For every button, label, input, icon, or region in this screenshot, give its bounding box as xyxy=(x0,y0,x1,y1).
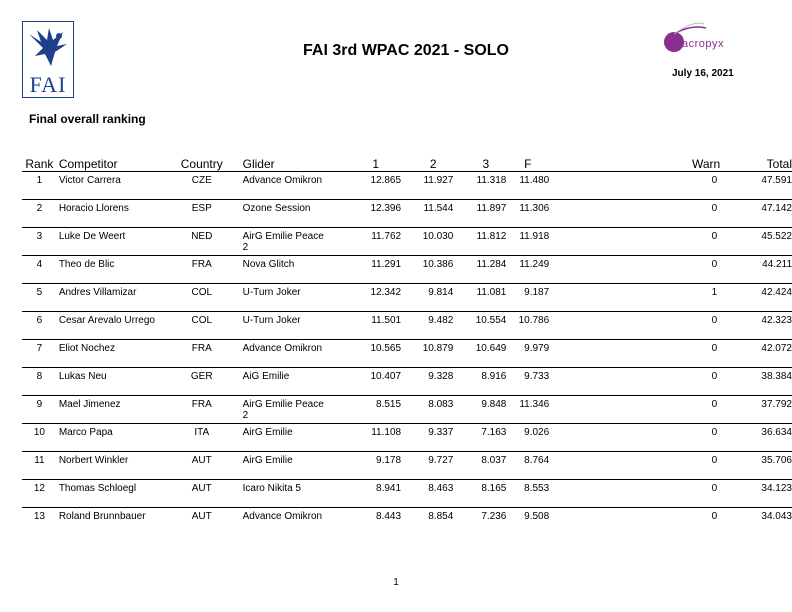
cell-country: FRA xyxy=(191,343,212,354)
table-row xyxy=(22,200,792,228)
cell-run-3: 11.318 xyxy=(476,175,507,186)
cell-run-1: 11.291 xyxy=(371,259,402,270)
cell-run-1: 10.407 xyxy=(370,371,402,382)
col-header-spacer xyxy=(549,156,661,172)
cell-glider: Advance Omikron xyxy=(242,343,323,354)
cell-final: 11.918 xyxy=(519,231,550,242)
cell-country: FRA xyxy=(191,399,212,410)
cell-glider: AirG Emilie Peace 2 xyxy=(242,231,324,253)
cell-run-2: 10.879 xyxy=(422,343,454,354)
cell-final: 9.508 xyxy=(524,511,550,522)
cell-run-3: 8.037 xyxy=(481,455,507,466)
cell-glider: U-Turn Joker xyxy=(242,287,301,298)
cell-competitor: Thomas Schloegl xyxy=(58,483,137,494)
cell-spacer xyxy=(549,284,661,312)
cell-run-3: 10.649 xyxy=(475,343,507,354)
cell-spacer xyxy=(549,424,661,452)
cell-run-2: 10.386 xyxy=(422,259,454,270)
cell-warn: 0 xyxy=(711,315,718,326)
cell-country: AUT xyxy=(191,483,212,494)
cell-glider: Nova Glitch xyxy=(242,259,295,270)
page-title: FAI 3rd WPAC 2021 - SOLO xyxy=(303,42,509,59)
cell-spacer xyxy=(549,396,661,424)
cell-rank: 7 xyxy=(36,343,43,354)
cell-total: 34.043 xyxy=(761,511,792,522)
cell-run-3: 8.165 xyxy=(481,483,507,494)
cell-spacer xyxy=(549,340,661,368)
cell-rank: 9 xyxy=(36,399,43,410)
cell-warn: 0 xyxy=(711,511,718,522)
cell-spacer xyxy=(549,368,661,396)
ranking-table xyxy=(22,156,792,536)
cell-warn: 0 xyxy=(711,455,718,466)
cell-final: 9.187 xyxy=(524,287,550,298)
cell-run-2: 9.328 xyxy=(428,371,454,382)
cell-spacer xyxy=(549,508,661,536)
cell-final: 10.786 xyxy=(518,315,550,326)
cell-spacer xyxy=(549,172,661,200)
cell-spacer xyxy=(549,452,661,480)
table-row xyxy=(22,256,792,284)
cell-glider: Advance Omikron xyxy=(242,511,323,522)
cell-glider: Icaro Nikita 5 xyxy=(242,483,301,494)
cell-run-1: 12.396 xyxy=(370,203,402,214)
cell-run-3: 11.812 xyxy=(476,231,507,242)
col-header-run-1: 1 xyxy=(372,157,380,171)
cell-run-1: 12.865 xyxy=(370,175,402,186)
cell-warn: 0 xyxy=(711,231,718,242)
cell-warn: 1 xyxy=(711,287,718,298)
cell-run-2: 8.083 xyxy=(428,399,454,410)
table-row xyxy=(22,480,792,508)
cell-run-1: 12.342 xyxy=(370,287,402,298)
cell-run-3: 11.081 xyxy=(476,287,507,298)
cell-run-2: 11.544 xyxy=(423,203,454,214)
cell-country: ITA xyxy=(194,427,210,438)
cell-spacer xyxy=(549,228,661,256)
cell-competitor: Horacio Llorens xyxy=(58,203,129,214)
cell-run-2: 10.030 xyxy=(422,231,454,242)
cell-competitor: Luke De Weert xyxy=(58,231,126,242)
cell-competitor: Cesar Arevalo Urrego xyxy=(58,315,155,326)
cell-spacer xyxy=(549,200,661,228)
cell-country: AUT xyxy=(191,455,212,466)
cell-run-1: 11.108 xyxy=(371,427,402,438)
col-header-warn: Warn xyxy=(692,157,721,171)
cell-final: 8.764 xyxy=(524,455,550,466)
table-row xyxy=(22,452,792,480)
col-header-country: Country xyxy=(180,157,223,171)
cell-run-1: 11.762 xyxy=(371,231,402,242)
col-header-competitor: Competitor xyxy=(58,157,118,171)
col-header-run-2: 2 xyxy=(429,157,437,171)
cell-run-1: 10.565 xyxy=(370,343,402,354)
cell-warn: 0 xyxy=(711,175,718,186)
cell-run-3: 8.916 xyxy=(481,371,507,382)
cell-country: COL xyxy=(191,287,213,298)
cell-final: 9.026 xyxy=(524,427,550,438)
cell-warn: 0 xyxy=(711,483,718,494)
table-row xyxy=(22,172,792,200)
cell-glider: U-Turn Joker xyxy=(242,315,301,326)
cell-run-3: 11.897 xyxy=(476,203,507,214)
cell-total: 38.384 xyxy=(761,371,792,382)
cell-country: FRA xyxy=(191,259,212,270)
cell-spacer xyxy=(549,312,661,340)
cell-run-1: 11.501 xyxy=(371,315,402,326)
cell-competitor: Victor Carrera xyxy=(58,175,121,186)
cell-final: 9.733 xyxy=(524,371,550,382)
cell-warn: 0 xyxy=(711,343,718,354)
cell-total: 35.706 xyxy=(761,455,792,466)
cell-country: CZE xyxy=(191,175,212,186)
cell-competitor: Eliot Nochez xyxy=(58,343,115,354)
table-row xyxy=(22,424,792,452)
cell-run-3: 10.554 xyxy=(475,315,507,326)
table-row xyxy=(22,228,792,256)
cell-country: AUT xyxy=(191,511,212,522)
cell-competitor: Andres Villamizar xyxy=(58,287,137,298)
col-header-final: F xyxy=(524,157,532,171)
cell-competitor: Marco Papa xyxy=(58,427,113,438)
cell-total: 44.211 xyxy=(762,259,792,270)
cell-total: 45.522 xyxy=(761,231,792,242)
cell-rank: 8 xyxy=(36,371,43,382)
cell-rank: 4 xyxy=(36,259,43,270)
cell-warn: 0 xyxy=(711,259,718,270)
cell-run-3: 7.236 xyxy=(481,511,507,522)
cell-total: 42.323 xyxy=(761,315,792,326)
cell-final: 9.979 xyxy=(524,343,550,354)
cell-final: 11.306 xyxy=(519,203,550,214)
cell-glider: AirG Emilie xyxy=(242,455,293,466)
page-number: 1 xyxy=(393,577,399,588)
cell-rank: 2 xyxy=(36,203,43,214)
cell-run-2: 8.854 xyxy=(428,511,454,522)
cell-glider: AirG Emilie Peace 2 xyxy=(242,399,324,421)
fai-logo-text: FAI xyxy=(29,72,67,97)
cell-total: 42.072 xyxy=(761,343,792,354)
cell-total: 42.424 xyxy=(761,287,792,298)
acropyx-logo-text: acropyx xyxy=(682,38,725,50)
cell-rank: 10 xyxy=(33,427,45,438)
cell-competitor: Theo de Blic xyxy=(58,259,115,270)
table-row xyxy=(22,368,792,396)
cell-rank: 6 xyxy=(36,315,43,326)
cell-final: 8.553 xyxy=(524,483,550,494)
cell-rank: 11 xyxy=(34,455,45,466)
cell-rank: 1 xyxy=(36,175,43,186)
cell-run-1: 8.941 xyxy=(376,483,402,494)
cell-rank: 5 xyxy=(36,287,43,298)
cell-run-3: 7.163 xyxy=(481,427,507,438)
cell-final: 11.249 xyxy=(519,259,550,270)
cell-glider: AiG Emilie xyxy=(242,371,290,382)
cell-run-2: 9.727 xyxy=(428,455,454,466)
table-row xyxy=(22,284,792,312)
cell-warn: 0 xyxy=(711,203,718,214)
report-date: July 16, 2021 xyxy=(672,68,734,79)
cell-run-3: 11.284 xyxy=(476,259,507,270)
table-header-row xyxy=(22,156,792,172)
table-row xyxy=(22,340,792,368)
cell-glider: AirG Emilie xyxy=(242,427,293,438)
cell-total: 47.142 xyxy=(761,203,792,214)
cell-run-1: 8.443 xyxy=(376,511,402,522)
table-row xyxy=(22,396,792,424)
col-header-rank: Rank xyxy=(25,157,54,171)
cell-total: 36.634 xyxy=(761,427,792,438)
cell-run-3: 9.848 xyxy=(481,399,507,410)
col-header-run-3: 3 xyxy=(482,157,490,171)
table-row xyxy=(22,508,792,536)
cell-warn: 0 xyxy=(711,427,718,438)
cell-total: 34.123 xyxy=(761,483,792,494)
col-header-glider: Glider xyxy=(242,157,275,171)
cell-run-2: 11.927 xyxy=(423,175,454,186)
cell-competitor: Norbert Winkler xyxy=(58,455,129,466)
cell-run-2: 9.814 xyxy=(428,287,454,298)
col-header-total: Total xyxy=(766,157,792,171)
cell-final: 11.480 xyxy=(519,175,550,186)
cell-total: 37.792 xyxy=(761,399,792,410)
cell-run-2: 9.482 xyxy=(428,315,454,326)
cell-run-2: 9.337 xyxy=(428,427,454,438)
cell-rank: 12 xyxy=(33,483,45,494)
cell-final: 11.346 xyxy=(519,399,550,410)
cell-country: ESP xyxy=(191,203,212,214)
cell-rank: 3 xyxy=(36,231,43,242)
cell-country: GER xyxy=(190,371,213,382)
cell-total: 47.591 xyxy=(761,175,792,186)
cell-warn: 0 xyxy=(711,371,718,382)
cell-spacer xyxy=(549,256,661,284)
cell-rank: 13 xyxy=(33,511,45,522)
table-row xyxy=(22,312,792,340)
cell-competitor: Roland Brunnbauer xyxy=(58,511,146,522)
cell-glider: Ozone Session xyxy=(242,203,311,214)
cell-warn: 0 xyxy=(711,399,718,410)
cell-spacer xyxy=(549,480,661,508)
cell-run-1: 9.178 xyxy=(376,455,402,466)
cell-competitor: Lukas Neu xyxy=(58,371,107,382)
cell-run-1: 8.515 xyxy=(376,399,402,410)
cell-glider: Advance Omikron xyxy=(242,175,323,186)
cell-run-2: 8.463 xyxy=(428,483,454,494)
cell-country: NED xyxy=(191,231,213,242)
ranking-subtitle: Final overall ranking xyxy=(29,112,146,126)
cell-country: COL xyxy=(191,315,213,326)
cell-competitor: Mael Jimenez xyxy=(58,399,121,410)
